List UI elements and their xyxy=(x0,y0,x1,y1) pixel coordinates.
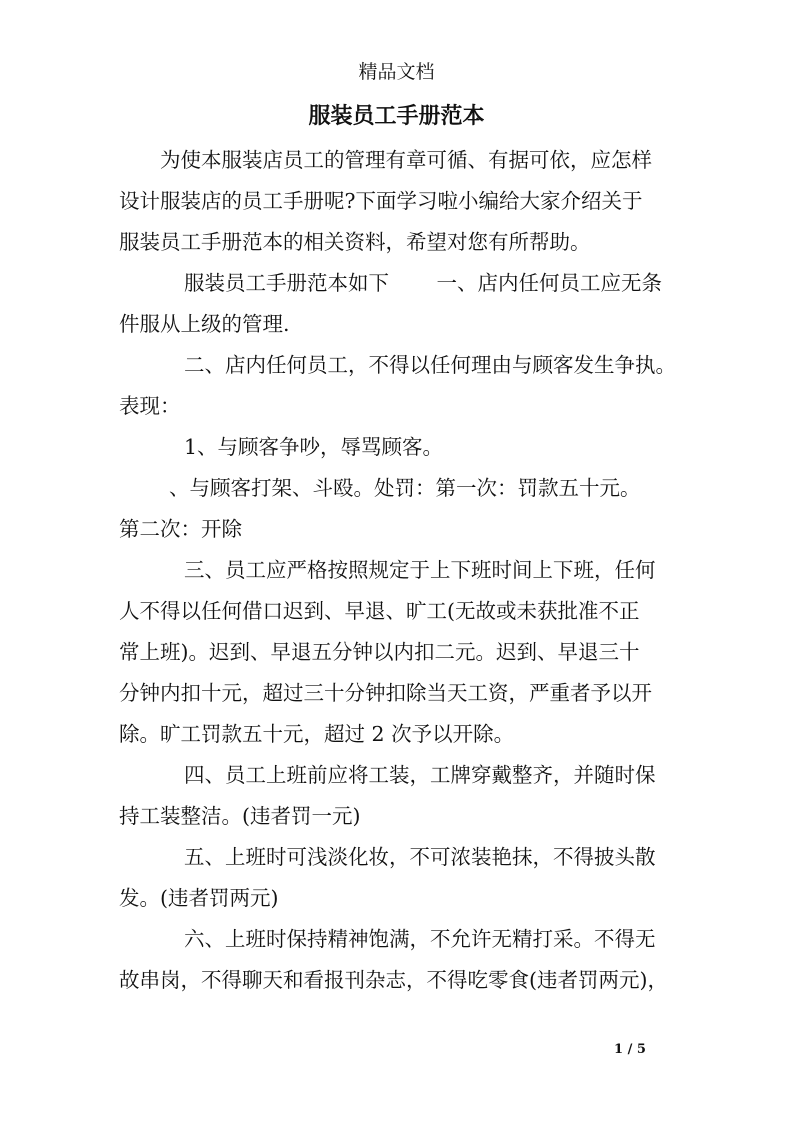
document-body xyxy=(119,140,679,1001)
paragraph-line: 持工装整洁。(违者罚一元) xyxy=(119,804,361,828)
paragraph-line: 人不得以任何借口迟到、早退、旷工(无故或未获批准不正 xyxy=(119,599,640,623)
paragraph-line: 二、店内任何员工，不得以任何理由与顾客发生争执。 xyxy=(184,353,676,377)
paragraph-line: 除。旷工罚款五十元，超过 2 次予以开除。 xyxy=(119,722,515,746)
paragraph-line: 服装员工手册范本如下 一、店内任何员工应无条 xyxy=(184,271,663,295)
paragraph-line: 故串岗，不得聊天和看报刊杂志，不得吃零食(违者罚两元)， xyxy=(119,968,668,992)
paragraph-line: 六、上班时保持精神饱满，不允许无精打采。不得无 xyxy=(184,927,656,951)
paragraph-line: 件服从上级的管理. xyxy=(119,312,290,336)
paragraph-line: 服装员工手册范本的相关资料，希望对您有所帮助。 xyxy=(119,230,591,254)
paragraph-line: 1、与顾客争吵，辱骂顾客。 xyxy=(184,435,444,459)
paragraph-line: 常上班)。迟到、早退五分钟以内扣二元。迟到、早退三十 xyxy=(119,640,640,664)
document-header: 精品文档 xyxy=(358,61,435,83)
paragraph-line: 设计服装店的员工手册呢?下面学习啦小编给大家介绍关于 xyxy=(119,189,643,213)
paragraph-line: 发。(违者罚两元) xyxy=(119,886,279,910)
paragraph-line: 五、上班时可浅淡化妆，不可浓装艳抹，不得披头散 xyxy=(184,845,656,869)
paragraph-line: 分钟内扣十元，超过三十分钟扣除当天工资，严重者予以开 xyxy=(119,681,652,705)
paragraph-line: 表现： xyxy=(119,394,181,418)
paragraph-line: 四、员工上班前应将工装，工牌穿戴整齐，并随时保 xyxy=(184,763,656,787)
paragraph-line: 三、员工应严格按照规定于上下班时间上下班，任何 xyxy=(184,558,656,582)
paragraph-line: 、与顾客打架、斗殴。处罚：第一次：罚款五十元。 xyxy=(169,476,641,500)
page-number: 1 / 5 xyxy=(614,1042,646,1057)
document-title: 服装员工手册范本 xyxy=(308,103,485,129)
paragraph-line: 为使本服装店员工的管理有章可循、有据可依，应怎样 xyxy=(160,148,652,172)
paragraph-line: 第二次：开除 xyxy=(119,517,242,541)
